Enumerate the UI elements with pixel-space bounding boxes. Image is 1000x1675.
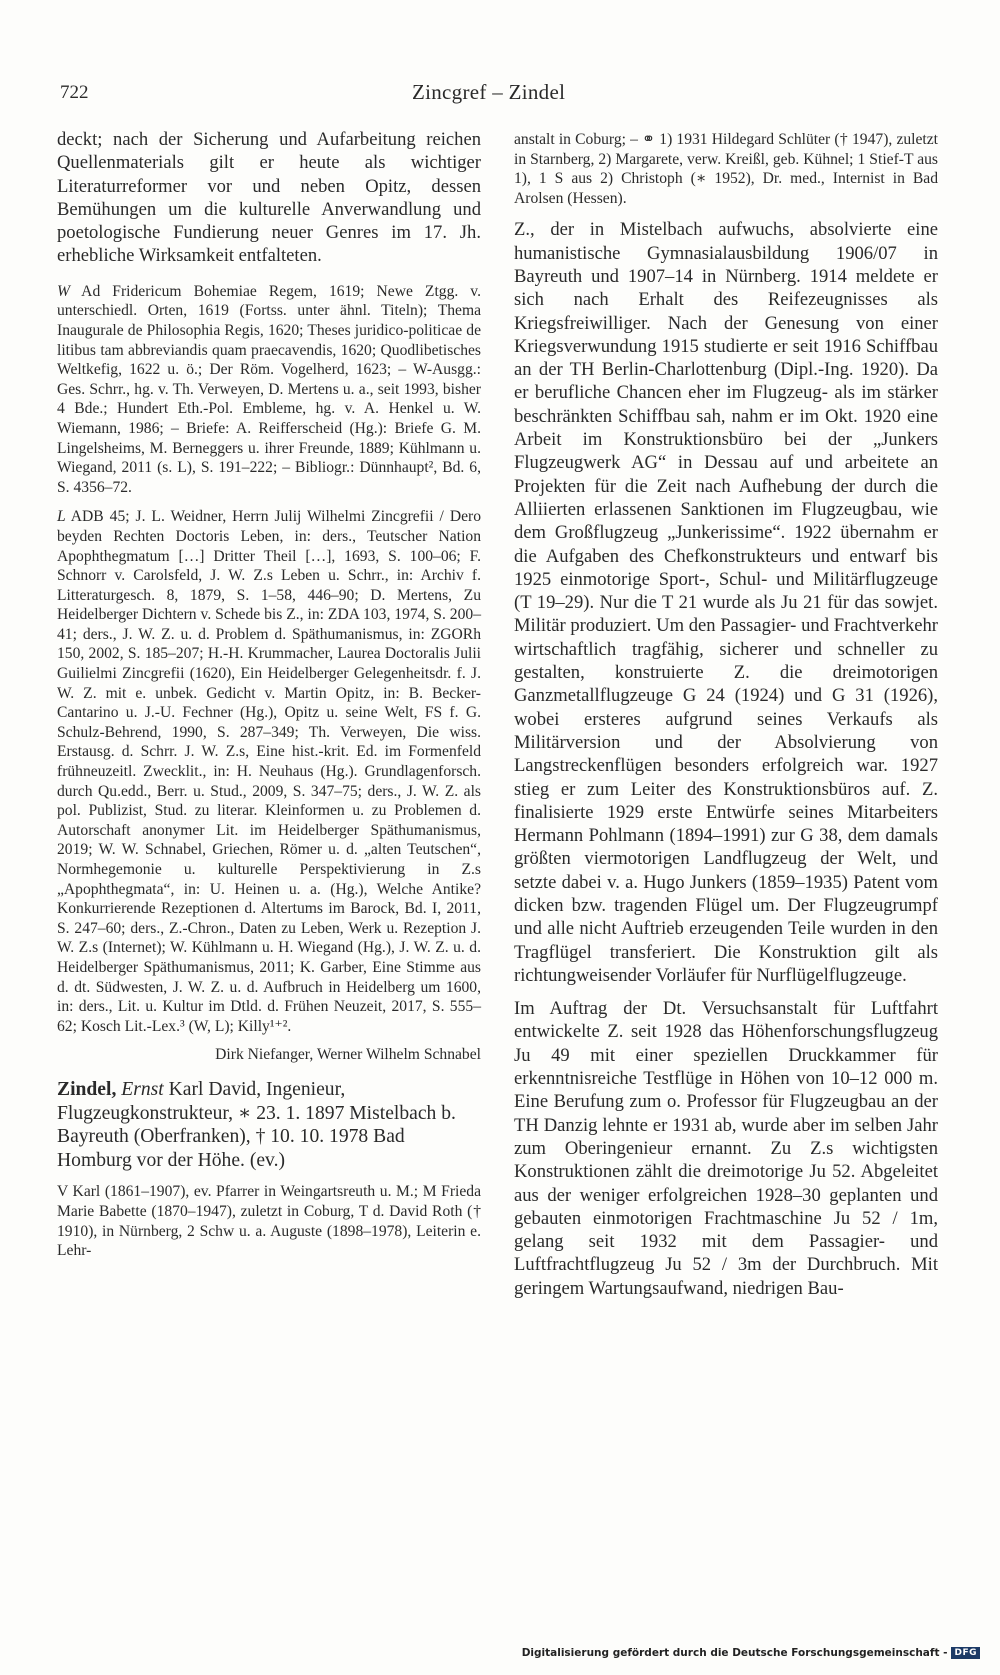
biography-paragraph-2: Im Auftrag der Dt. Versuchsanstalt für Luftfahrt entwickelte Z. seit 1928 das Höhenforschungsflugzeug Ju 49 mit einer speziellen Druckkammer für erkenntnisreiche Testflüge in Höhen von 10–12 000 m. Eine Berufung zum o. Professor für Flugzeugbau an der TH Danzig lehnte er 1931 ab, wurde aber im selben Jahr zum Oberingenieur ernannt. Zu Z.s wichtigsten Konstruktionen zählt die dreimotorige Ju 52. Abgeleitet aus der weniger erfolgreichen 1928–30 geplanten und gebauten einmotorigen Frachtmaschine Ju 52 / 1m, gelang seit 1932 mit dem Passagier- und Luftfrachtflugzeug Ju 52 / 3m der Durchbruch. Mit geringem Wartungsaufwand, niedrigen Bau- bbox=[514, 998, 938, 1299]
lemma-surname: Zindel, bbox=[57, 1079, 117, 1101]
right-column bbox=[514, 130, 938, 1300]
family-continued: anstalt in Coburg; – ⚭ 1) 1931 Hildegard Schlüter († 1947), zuletzt in Starnberg, 2) Margarete, verw. Kreißl, geb. Kühnel; 1 Stief-T aus 1), 1 S aus 2) Christoph (∗ 1952), Dr. med., Internist in Bad Arolsen (Hessen). bbox=[514, 131, 938, 207]
article-authors: Dirk Niefanger, Werner Wilhelm Schnabel bbox=[215, 1046, 481, 1064]
lemma-firstname: Ernst bbox=[121, 1079, 164, 1101]
works-text: Ad Fridericum Bohemiae Regem, 1619; Newe Ztgg. v. unterschiedl. Orten, 1619 (Fortss. unter ähnl. Titeln); Thema Inaugurale de Philosophia Regis, 1620; Theses juridico-politicae de litibus tam abbreviandis quam praecavendis, 1620; Quodlibetisches Weltkefig, 1622 u. ö.; Der Röm. Vogelherd, 1623; – W-Ausgg.: Ges. Schrr., hg. v. Th. Verweyen, D. Mertens u. a., seit 1993, bisher 4 Bde.; Hundert Eth.-Pol. Embleme, hg. v. A. Henkel u. W. Wiemann, 1986; – Briefe: A. Reifferscheid (Hg.): Briefe G. M. Lingelsheims, M. Berneggers u. ihrer Freunde, 1889; Kühlmann u. Wiegand, 2011 (s. L), S. 191–222; – Bibliogr.: Dünnhaupt², Bd. 6, S. 4356–72. bbox=[57, 282, 481, 496]
lemma-details: Karl David, Ingenieur, Flugzeugkonstrukteur, ∗ 23. 1. 1897 Mistelbach b. Bayreuth (Oberfranken), † 10. 10. 1978 Bad Homburg vor der Höhe. (ev.) bbox=[57, 1079, 456, 1171]
lemma-heading bbox=[57, 1078, 481, 1172]
family-section: V Karl (1861–1907), ev. Pfarrer in Weingartsreuth u. M.; M Frieda Marie Babette (1870–1947), zuletzt in Coburg, T d. David Roth († 1910), in Nürnberg, 2 Schw u. a. Auguste (1898–1978), Leiterin e. Lehr- bbox=[57, 1183, 481, 1260]
digitization-footer bbox=[522, 1647, 980, 1659]
literature-section bbox=[57, 507, 481, 1036]
works-section bbox=[57, 282, 481, 498]
literature-text: ADB 45; J. L. Weidner, Herrn Julij Wilhelmi Zincgrefii / Dero beyden Rechten Doctoris Leben, in: ders., Teutscher Nation Apophthegmatum […] Dritter Theil […], 1693, S. 100–06; F. Schnorr v. Carolsfeld, J. W. Z.s Leben u. Schrr., in: Archiv f. Litteraturgesch. 8, 1879, S. 1–58, 446–90; D. Mertens, Zu Heidelberger Dichtern v. Schede bis Z., in: ZDA 103, 1974, S. 200–41; ders., J. W. Z. u. d. Problem d. Späthumanismus, in: ZGORh 150, 2002, S. 185–207; H.-H. Krummacher, Laurea Doctoralis Julii Guilielmi Zincgrefii (1620), Ein Heidelberger Gelegenheitsdr. f. J. W. Z. mit e. unbek. Gedicht v. Martin Opitz, in: B. Becker-Cantarino u. J.-U. Fechner (Hg.), Opitz u. seine Welt, FS f. G. Schulz-Behrend, 1990, S. 287–349; Th. Verweyen, Die wiss. Erstausg. d. Schrr. J. W. Z.s, Eine hist.-krit. Ed. im Formenfeld frühneuzeitl. Zwecklit., in: H. Neuhaus (Hg.). Grundlagenforsch. durch Qu.edd., Berr. u. Stud., 2009, S. 347–75; ders., J. W. Z. als pol. Publizist, Stud. zu literar. Kleinformen u. zu Problemen d. Autorschaft anonymer Lit. im Heidelberger Späthumanismus, 2019; W. W. Schnabel, Griechen, Römer u. d. „alten Teutschen“, Normhegemonie u. kulturelle Perspektivierung in Z.s „Apophthegmata“, in: U. Heinen u. a. (Hg.), Welche Antike? Konkurrierende Rezeptionen d. Altertums im Barock, Bd. I, 2011, S. 247–60; ders., Z.-Chron., Daten zu Leben, Werk u. Rezeption J. W. Z.s (Internet); W. Kühlmann u. H. Wiegand (Hg.), J. W. Z. u. d. Heidelberger Späthumanismus, 2011; K. Garber, Eine Stimme aus d. dt. Südwesten, J. W. Z. u. d. Aufbruch in Heidelberg um 1600, in: ders., Lit. u. Kultur im Dtld. d. Frühen Neuzeit, 2017, S. 555–62; Kosch Lit.-Lex.³ (W, L); Killy¹⁺². bbox=[57, 508, 481, 1035]
literature-label: L bbox=[57, 508, 66, 526]
works-label: W bbox=[57, 282, 70, 300]
biography-paragraph-1: Z., der in Mistelbach aufwuchs, absolvierte eine humanistische Gymnasialausbildung 1906/07 in Bayreuth und 1907–14 in Nürnberg. 1914 meldete er sich nach Erhalt des Reifezeugnisses als Kriegsfreiwilliger. Nach der Genesung von einer Kriegsverwundung 1915 studierte er seit 1916 Schiffbau an der TH Berlin-Charlottenburg (Dipl.-Ing. 1920). Da er berufliche Chancen eher im Flugzeug- als im stärker beschränkten Schiffbau sah, nahm er im Okt. 1920 eine Arbeit im Konstruktionsbüro bei der „Junkers Flugzeugwerk AG“ in Dessau auf und arbeitete an Projekten für die Zeit nach Aufhebung der durch die Alliierten erlassenen Sanktionen im Flugzeugbau, wie dem Großflugzeug „Junkerissime“. 1922 übernahm er die Aufgaben des Chefkonstrukteurs und entwarf bis 1925 einmotorige Sport-, Schul- und Militärflugzeuge (T 19–29). Nur die T 21 wurde als Ju 21 für das sowjet. Militär produziert. Um den Passagier- und Frachtverkehr wirtschaftlich tragfähig, sicherer und schneller zu gestalten, konstruierte Z. die dreimotorigen Ganzmetallflugzeuge G 24 (1924) und G 31 (1926), wobei ersteres aufgrund seines Verkaufs als Militärversion und der Absolvierung von Langstreckenflügen besonders erfolgreich war. 1927 stieg er zum Leiter des Konstruktionsbüros auf. Z. finalisierte 1929 erste Entwürfe seines Mitarbeiters Hermann Pohlmann (1894–1991) zur G 38, dem damals größten viermotorigen Landflugzeug der Welt, und setzte dabei v. a. Hugo Junkers (1859–1935) Patent vom dicken bzw. tragenden Flügel um. Der Flugzeugrumpf und alle nicht Auftrieb erzeugenden Teile wurden in den Tragflügel transferiert. Die Konstruktion gilt als richtungweisender Vorläufer für Nurflügelflugzeuge. bbox=[514, 219, 938, 986]
dfg-logo-icon: DFG bbox=[951, 1647, 980, 1659]
left-column bbox=[57, 128, 481, 1261]
intro-paragraph: deckt; nach der Sicherung und Aufarbeitung reichen Quellenmaterials gilt er heute als wichtiger Literaturreformer vor und neben Opitz, dessen Bemühungen um die kulturelle Anverwandlung und poetologische Fundierung neuer Genres im 17. Jh. erhebliche Wirksamkeit entfalteten. bbox=[57, 129, 481, 267]
footer-text: Digitalisierung gefördert durch die Deutsche Forschungsgemeinschaft - bbox=[521, 1647, 948, 1659]
running-head: Zincgref – Zindel bbox=[412, 80, 566, 104]
page-number: 722 bbox=[60, 82, 89, 103]
